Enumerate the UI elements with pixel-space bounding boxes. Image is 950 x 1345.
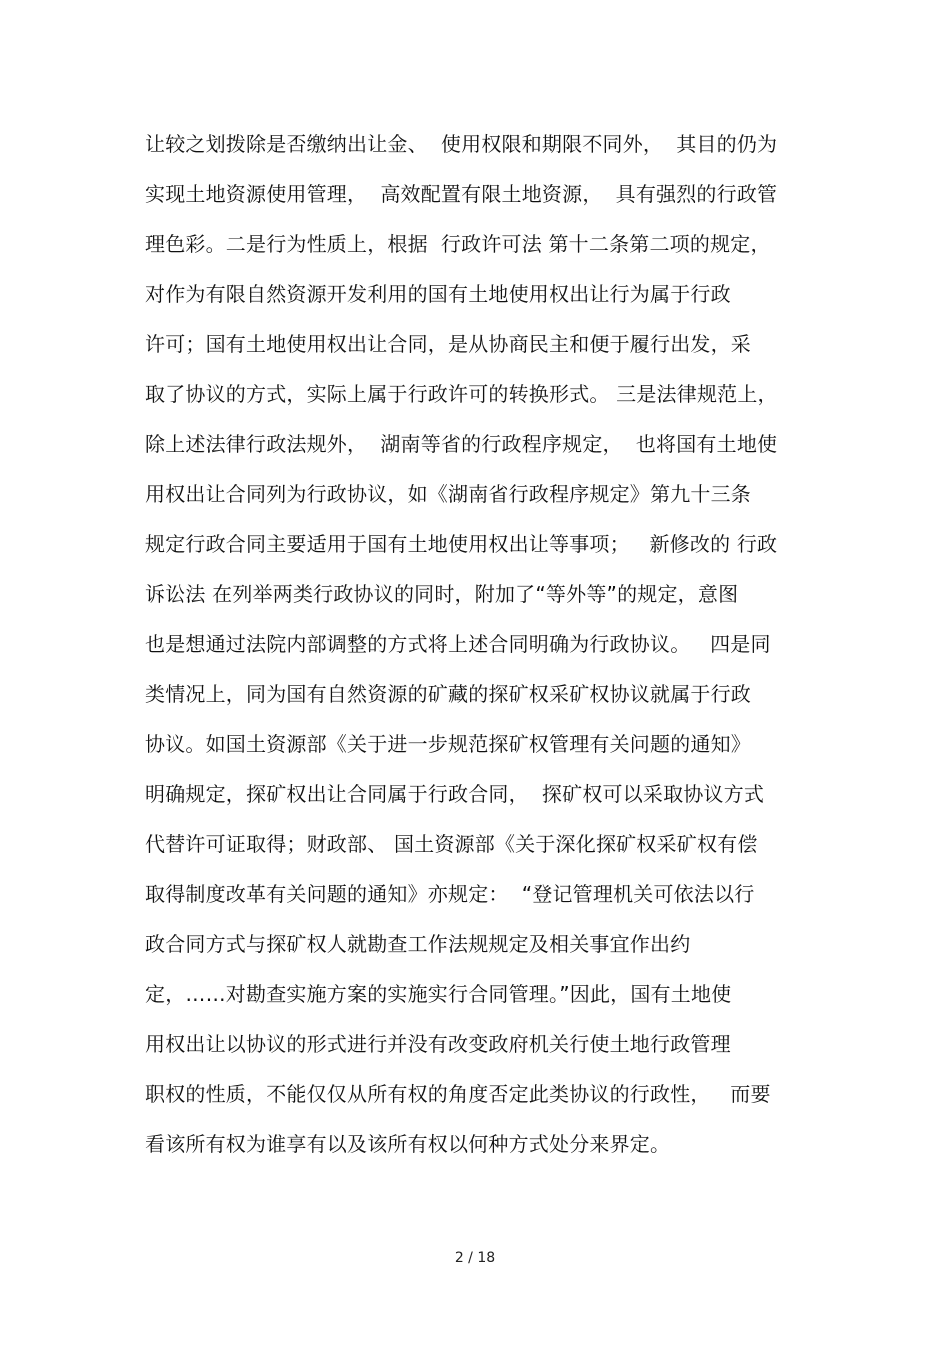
text-line: 取得制度改革有关问题的通知》亦规定： “登记管理机关可依法以行 (145, 882, 755, 906)
text-line: 诉讼法 在列举两类行政协议的同时，附加了“等外等”的规定，意图 (145, 582, 739, 606)
page-number: 2 / 18 (454, 1250, 496, 1266)
text-line: 政合同方式与探矿权人就勘查工作法规规定及相关事宜作出约 (145, 932, 691, 956)
text-line: 职权的性质，不能仅仅从所有权的角度否定此类协议的行政性， 而要 (145, 1082, 771, 1106)
text-line: 协议。如国土资源部《关于进一步规范探矿权管理有关问题的通知》 (145, 732, 751, 756)
text-line: 也是想通过法院内部调整的方式将上述合同明确为行政协议。 四是同 (145, 632, 771, 656)
text-line: 除上述法律行政法规外， 湖南等省的行政程序规定， 也将国有土地使 (145, 432, 778, 456)
text-line: 看该所有权为谁享有以及该所有权以何种方式处分来界定。 (145, 1132, 671, 1156)
text-line: 明确规定，探矿权出让合同属于行政合同， 探矿权可以采取协议方式 (145, 782, 765, 806)
text-line: 用权出让合同列为行政协议，如《湖南省行政程序规定》第九十三条 (145, 482, 751, 506)
body-text (145, 128, 825, 1178)
text-line: 规定行政合同主要适用于国有土地使用权出让等事项； 新修改的 行政 (145, 532, 778, 556)
text-line: 许可；国有土地使用权出让合同，是从协商民主和便于履行出发，采 (145, 332, 751, 356)
text-line: 代替许可证取得；财政部、 国土资源部《关于深化探矿权采矿权有偿 (145, 832, 758, 856)
text-line: 实现土地资源使用管理， 高效配置有限土地资源， 具有强烈的行政管 (145, 182, 778, 206)
text-line: 类情况上，同为国有自然资源的矿藏的探矿权采矿权协议就属于行政 (145, 682, 751, 706)
text-line: 取了协议的方式，实际上属于行政许可的转换形式。 三是法律规范上， (145, 382, 778, 406)
text-line: 理色彩。二是行为性质上，根据 行政许可法 第十二条第二项的规定， (145, 232, 771, 256)
text-line: 定，……对勘查实施方案的实施实行合同管理。”因此，国有土地使 (145, 982, 732, 1006)
text-line: 对作为有限自然资源开发利用的国有土地使用权出让行为属于行政 (145, 282, 731, 306)
text-line: 让较之划拨除是否缴纳出让金、 使用权限和期限不同外， 其目的仍为 (145, 132, 778, 156)
text-line: 用权出让以协议的形式进行并没有改变政府机关行使土地行政管理 (145, 1032, 731, 1056)
